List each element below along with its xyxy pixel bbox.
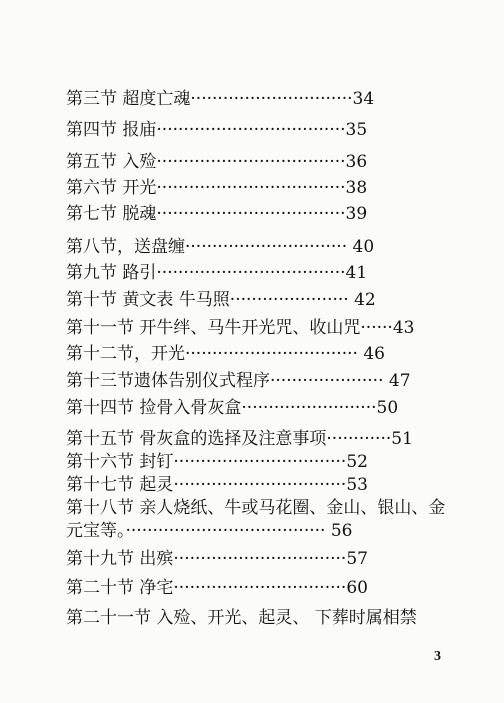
toc-entry-section-7	[66, 204, 418, 224]
toc-entry-text: 第十五节 骨灰盒的选择及注意事项············51	[66, 429, 413, 449]
toc-entry-text: 第六节 开光···································38	[66, 178, 368, 198]
toc-entry-section-9	[66, 263, 418, 283]
toc-entry-section-8	[66, 237, 418, 257]
page-number: 3	[434, 649, 441, 664]
toc-entry-section-6	[66, 178, 418, 198]
toc-entry-text: 第九节 路引···································41	[66, 263, 368, 283]
toc-entry-section-3	[66, 89, 418, 109]
toc-entry-text: 第十九节 出殡································57	[66, 549, 368, 569]
toc-entry-text: 第十一节 开牛绊、马牛开光咒、收山咒······43	[66, 318, 415, 338]
toc-entry-text: 第十八节 亲人烧纸、牛或马花圈、金山、银山、金	[66, 498, 446, 518]
toc-entry-text: 第十四节 捡骨入骨灰盒·························50	[66, 398, 399, 418]
toc-entry-text: 第十二节，开光································ 46	[66, 344, 385, 364]
toc-entry-text: 元宝等。····································· 56	[66, 521, 353, 541]
toc-entry-text: 第二十节 净宅································60	[66, 578, 368, 598]
toc-entry-section-18	[66, 498, 452, 518]
toc-entry-section-12	[66, 344, 418, 364]
toc-entry-text: 第五节 入殓···································36	[66, 152, 368, 172]
toc-entry-text: 第十六节 封钉································52	[66, 452, 368, 472]
toc-entry-text: 第十节 黄文表 牛马照······················ 42	[66, 290, 376, 310]
toc-entry-section-4	[66, 120, 418, 140]
toc-entry-section-13	[66, 371, 418, 391]
toc-entry-text: 第四节 报庙···································35	[66, 120, 368, 140]
toc-entry-section-14	[66, 398, 418, 418]
toc-entry-section-17	[66, 475, 418, 495]
toc-entry-text: 第八节，送盘缠······························ 40	[66, 237, 375, 257]
toc-entry-section-11	[66, 318, 418, 338]
toc-entry-text: 第十七节 起灵································53	[66, 475, 368, 495]
toc-entry-text: 第七节 脱魂···································39	[66, 204, 368, 224]
toc-entry-section-5	[66, 152, 418, 172]
toc-entry-section-21	[66, 608, 452, 628]
toc-entry-section-15	[66, 429, 418, 449]
toc-entry-section-10	[66, 290, 418, 310]
toc-entry-text: 第三节 超度亡魂······························34	[66, 89, 375, 109]
toc-entry-section-18-continued	[66, 521, 418, 541]
toc-entry-text: 第二十一节 入殓、开光、起灵、 下葬时属相禁	[66, 608, 417, 628]
toc-entry-section-19	[66, 549, 418, 569]
toc-entry-section-20	[66, 578, 418, 598]
toc-entry-section-16	[66, 452, 418, 472]
toc-entry-text: 第十三节遗体告别仪式程序····················· 47	[66, 371, 411, 391]
